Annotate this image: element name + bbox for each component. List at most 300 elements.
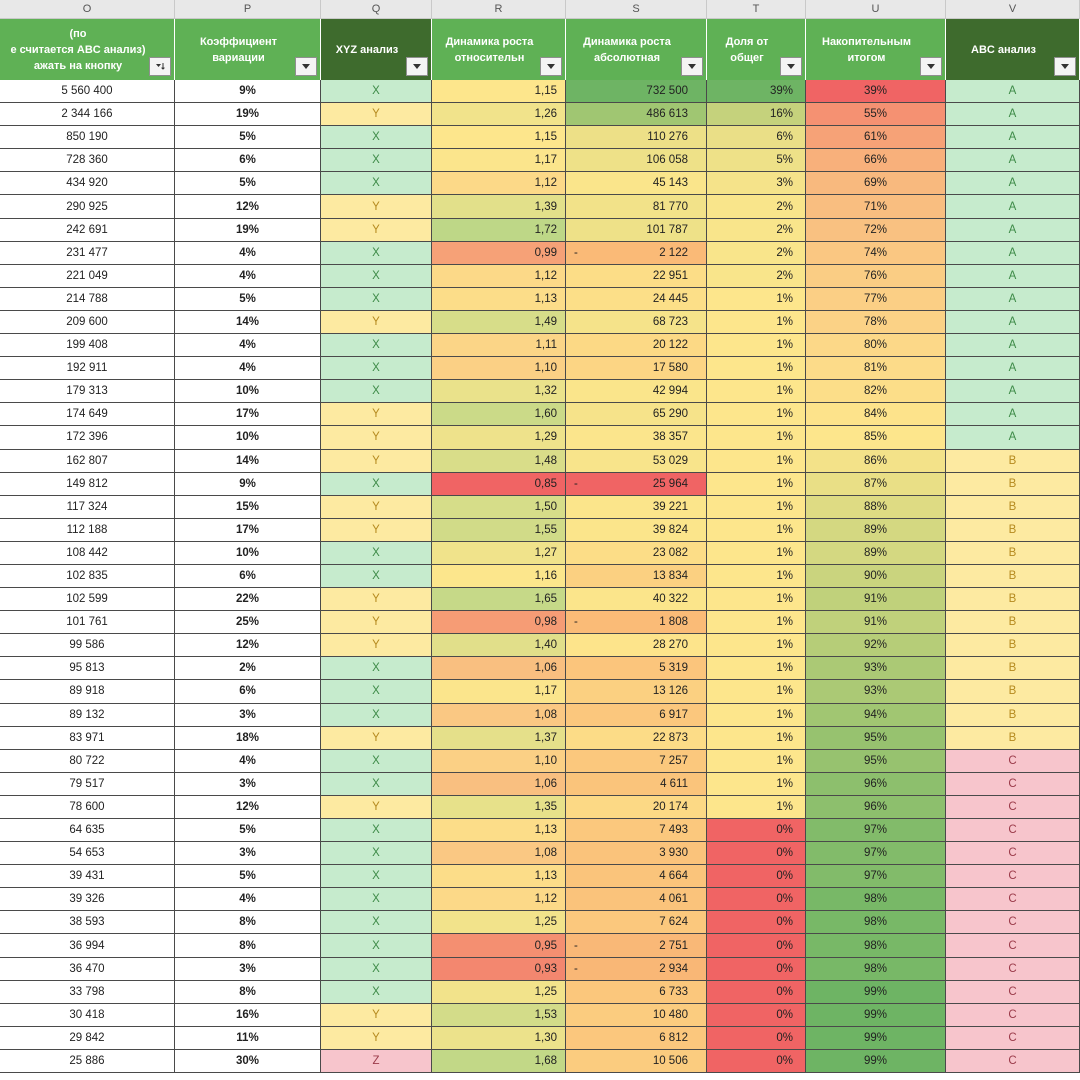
cell-xyz-class[interactable]: Z [321,1050,432,1072]
cell-share-of-total[interactable]: 0% [707,1004,806,1026]
cell-xyz-class[interactable]: X [321,242,432,264]
cell-abc-class[interactable]: A [946,288,1080,310]
cell-abc-class[interactable]: A [946,426,1080,448]
cell-abc-class[interactable]: A [946,311,1080,333]
cell-abc-class[interactable]: B [946,473,1080,495]
cell-xyz-class[interactable]: Y [321,519,432,541]
cell-growth-absolute[interactable] [566,565,707,587]
cell-cumulative-total[interactable]: 85% [806,426,946,448]
cell-cumulative-total[interactable]: 86% [806,450,946,472]
cell-total-value[interactable]: 89 918 [0,680,175,702]
column-letter-s[interactable]: S [566,0,707,18]
cell-cumulative-total[interactable]: 97% [806,842,946,864]
cell-variation-coefficient[interactable]: 15% [175,496,321,518]
cell-variation-coefficient[interactable]: 4% [175,242,321,264]
cell-share-of-total[interactable]: 2% [707,219,806,241]
cell-share-of-total[interactable]: 1% [707,750,806,772]
cell-growth-absolute[interactable] [566,80,707,102]
cell-share-of-total[interactable]: 39% [707,80,806,102]
cell-abc-class[interactable]: A [946,149,1080,171]
cell-total-value[interactable]: 214 788 [0,288,175,310]
cell-cumulative-total[interactable]: 96% [806,773,946,795]
cell-share-of-total[interactable]: 0% [707,842,806,864]
cell-total-value[interactable]: 95 813 [0,657,175,679]
cell-xyz-class[interactable]: X [321,126,432,148]
cell-total-value[interactable]: 36 994 [0,934,175,956]
cell-growth-absolute[interactable] [566,172,707,194]
cell-growth-relative[interactable]: 1,11 [432,334,566,356]
cell-variation-coefficient[interactable]: 3% [175,704,321,726]
cell-cumulative-total[interactable]: 55% [806,103,946,125]
cell-variation-coefficient[interactable]: 8% [175,981,321,1003]
cell-xyz-class[interactable]: X [321,773,432,795]
cell-growth-absolute[interactable] [566,634,707,656]
cell-abc-class[interactable]: B [946,704,1080,726]
cell-share-of-total[interactable]: 0% [707,911,806,933]
cell-xyz-class[interactable]: X [321,473,432,495]
cell-abc-class[interactable]: A [946,380,1080,402]
cell-xyz-class[interactable]: X [321,981,432,1003]
cell-cumulative-total[interactable]: 93% [806,657,946,679]
cell-growth-relative[interactable]: 1,08 [432,704,566,726]
cell-variation-coefficient[interactable]: 22% [175,588,321,610]
cell-variation-coefficient[interactable]: 4% [175,265,321,287]
cell-growth-relative[interactable]: 1,40 [432,634,566,656]
cell-xyz-class[interactable]: X [321,172,432,194]
cell-growth-absolute[interactable] [566,242,707,264]
cell-total-value[interactable]: 101 761 [0,611,175,633]
cell-share-of-total[interactable]: 1% [707,288,806,310]
cell-growth-absolute[interactable] [566,380,707,402]
cell-growth-relative[interactable]: 1,55 [432,519,566,541]
cell-abc-class[interactable]: B [946,680,1080,702]
cell-xyz-class[interactable]: X [321,888,432,910]
cell-growth-relative[interactable]: 1,68 [432,1050,566,1072]
cell-growth-relative[interactable]: 1,12 [432,172,566,194]
cell-growth-absolute[interactable] [566,311,707,333]
cell-growth-relative[interactable]: 1,60 [432,403,566,425]
cell-growth-relative[interactable]: 1,13 [432,288,566,310]
cell-xyz-class[interactable]: X [321,750,432,772]
cell-share-of-total[interactable]: 5% [707,149,806,171]
cell-growth-absolute[interactable] [566,888,707,910]
cell-share-of-total[interactable]: 2% [707,195,806,217]
cell-abc-class[interactable]: B [946,588,1080,610]
cell-xyz-class[interactable]: Y [321,1027,432,1049]
cell-total-value[interactable]: 33 798 [0,981,175,1003]
cell-variation-coefficient[interactable]: 16% [175,1004,321,1026]
cell-cumulative-total[interactable]: 98% [806,911,946,933]
cell-variation-coefficient[interactable]: 6% [175,680,321,702]
cell-total-value[interactable]: 5 560 400 [0,80,175,102]
cell-total-value[interactable]: 221 049 [0,265,175,287]
cell-xyz-class[interactable]: X [321,704,432,726]
cell-total-value[interactable]: 64 635 [0,819,175,841]
cell-xyz-class[interactable]: X [321,657,432,679]
cell-growth-absolute[interactable] [566,911,707,933]
cell-cumulative-total[interactable]: 80% [806,334,946,356]
cell-abc-class[interactable]: C [946,796,1080,818]
cell-cumulative-total[interactable]: 69% [806,172,946,194]
cell-variation-coefficient[interactable]: 3% [175,842,321,864]
cell-total-value[interactable]: 179 313 [0,380,175,402]
cell-growth-absolute[interactable] [566,334,707,356]
cell-cumulative-total[interactable]: 72% [806,219,946,241]
cell-xyz-class[interactable]: X [321,288,432,310]
cell-variation-coefficient[interactable]: 5% [175,288,321,310]
cell-variation-coefficient[interactable]: 2% [175,657,321,679]
cell-total-value[interactable]: 80 722 [0,750,175,772]
cell-variation-coefficient[interactable]: 5% [175,172,321,194]
cell-variation-coefficient[interactable]: 17% [175,403,321,425]
cell-total-value[interactable]: 79 517 [0,773,175,795]
cell-total-value[interactable]: 199 408 [0,334,175,356]
cell-growth-relative[interactable]: 1,06 [432,773,566,795]
cell-xyz-class[interactable]: X [321,542,432,564]
cell-abc-class[interactable]: C [946,865,1080,887]
cell-growth-relative[interactable]: 1,53 [432,1004,566,1026]
cell-growth-absolute[interactable] [566,450,707,472]
cell-cumulative-total[interactable]: 82% [806,380,946,402]
cell-total-value[interactable]: 39 326 [0,888,175,910]
cell-xyz-class[interactable]: Y [321,1004,432,1026]
cell-cumulative-total[interactable]: 99% [806,1027,946,1049]
cell-variation-coefficient[interactable]: 5% [175,819,321,841]
cell-share-of-total[interactable]: 1% [707,565,806,587]
cell-growth-relative[interactable]: 1,17 [432,149,566,171]
cell-total-value[interactable]: 112 188 [0,519,175,541]
cell-growth-absolute[interactable] [566,773,707,795]
cell-total-value[interactable]: 38 593 [0,911,175,933]
cell-abc-class[interactable]: A [946,80,1080,102]
cell-abc-class[interactable]: A [946,103,1080,125]
cell-growth-relative[interactable]: 1,25 [432,911,566,933]
cell-variation-coefficient[interactable]: 11% [175,1027,321,1049]
cell-growth-relative[interactable]: 1,37 [432,727,566,749]
cell-growth-relative[interactable]: 1,35 [432,796,566,818]
cell-variation-coefficient[interactable]: 9% [175,473,321,495]
cell-growth-relative[interactable]: 1,50 [432,496,566,518]
cell-growth-relative[interactable]: 1,65 [432,588,566,610]
cell-abc-class[interactable]: C [946,1004,1080,1026]
cell-xyz-class[interactable]: Y [321,634,432,656]
cell-growth-absolute[interactable] [566,1050,707,1072]
cell-share-of-total[interactable]: 0% [707,934,806,956]
cell-share-of-total[interactable]: 1% [707,519,806,541]
cell-growth-relative[interactable]: 1,08 [432,842,566,864]
cell-growth-relative[interactable]: 0,99 [432,242,566,264]
cell-total-value[interactable]: 102 835 [0,565,175,587]
cell-cumulative-total[interactable]: 98% [806,888,946,910]
cell-share-of-total[interactable]: 1% [707,450,806,472]
filter-dropdown-button[interactable] [295,57,317,76]
cell-variation-coefficient[interactable]: 12% [175,195,321,217]
cell-total-value[interactable]: 99 586 [0,634,175,656]
cell-growth-relative[interactable]: 1,06 [432,657,566,679]
cell-variation-coefficient[interactable]: 12% [175,796,321,818]
cell-growth-relative[interactable]: 1,13 [432,865,566,887]
cell-variation-coefficient[interactable]: 14% [175,311,321,333]
cell-total-value[interactable]: 108 442 [0,542,175,564]
cell-xyz-class[interactable]: X [321,819,432,841]
cell-cumulative-total[interactable]: 91% [806,611,946,633]
cell-abc-class[interactable]: C [946,888,1080,910]
cell-cumulative-total[interactable]: 39% [806,80,946,102]
cell-share-of-total[interactable]: 0% [707,888,806,910]
cell-variation-coefficient[interactable]: 3% [175,773,321,795]
cell-share-of-total[interactable]: 1% [707,357,806,379]
cell-abc-class[interactable]: C [946,1050,1080,1072]
cell-xyz-class[interactable]: X [321,865,432,887]
cell-xyz-class[interactable]: Y [321,727,432,749]
cell-share-of-total[interactable]: 1% [707,588,806,610]
cell-growth-relative[interactable]: 0,93 [432,958,566,980]
cell-total-value[interactable]: 209 600 [0,311,175,333]
cell-xyz-class[interactable]: X [321,842,432,864]
cell-cumulative-total[interactable]: 93% [806,680,946,702]
cell-variation-coefficient[interactable]: 12% [175,634,321,656]
cell-xyz-class[interactable]: X [321,149,432,171]
cell-abc-class[interactable]: B [946,565,1080,587]
cell-variation-coefficient[interactable]: 6% [175,149,321,171]
cell-share-of-total[interactable]: 1% [707,657,806,679]
cell-abc-class[interactable]: B [946,727,1080,749]
cell-share-of-total[interactable]: 0% [707,1050,806,1072]
cell-cumulative-total[interactable]: 66% [806,149,946,171]
cell-total-value[interactable]: 850 190 [0,126,175,148]
cell-xyz-class[interactable]: X [321,380,432,402]
cell-xyz-class[interactable]: Y [321,426,432,448]
cell-total-value[interactable]: 117 324 [0,496,175,518]
cell-share-of-total[interactable]: 2% [707,242,806,264]
cell-growth-absolute[interactable] [566,704,707,726]
cell-share-of-total[interactable]: 16% [707,103,806,125]
filter-dropdown-button[interactable] [780,57,802,76]
cell-share-of-total[interactable]: 6% [707,126,806,148]
cell-growth-absolute[interactable] [566,958,707,980]
cell-total-value[interactable]: 162 807 [0,450,175,472]
cell-cumulative-total[interactable]: 90% [806,565,946,587]
filter-dropdown-button[interactable] [920,57,942,76]
cell-cumulative-total[interactable]: 97% [806,819,946,841]
cell-cumulative-total[interactable]: 99% [806,981,946,1003]
cell-total-value[interactable]: 39 431 [0,865,175,887]
cell-total-value[interactable]: 78 600 [0,796,175,818]
cell-share-of-total[interactable]: 0% [707,865,806,887]
cell-variation-coefficient[interactable]: 19% [175,219,321,241]
cell-variation-coefficient[interactable]: 4% [175,888,321,910]
cell-xyz-class[interactable]: X [321,565,432,587]
filter-dropdown-button[interactable] [406,57,428,76]
cell-cumulative-total[interactable]: 76% [806,265,946,287]
cell-variation-coefficient[interactable]: 3% [175,958,321,980]
cell-growth-absolute[interactable] [566,611,707,633]
cell-growth-relative[interactable]: 1,26 [432,103,566,125]
cell-abc-class[interactable]: A [946,334,1080,356]
cell-growth-relative[interactable]: 1,12 [432,265,566,287]
column-letter-u[interactable]: U [806,0,946,18]
cell-abc-class[interactable]: C [946,842,1080,864]
cell-xyz-class[interactable]: Y [321,219,432,241]
column-letter-o[interactable]: O [0,0,175,18]
cell-abc-class[interactable]: A [946,403,1080,425]
cell-total-value[interactable]: 30 418 [0,1004,175,1026]
cell-cumulative-total[interactable]: 96% [806,796,946,818]
cell-growth-absolute[interactable] [566,588,707,610]
cell-cumulative-total[interactable]: 71% [806,195,946,217]
cell-share-of-total[interactable]: 1% [707,611,806,633]
cell-xyz-class[interactable]: X [321,958,432,980]
cell-total-value[interactable]: 89 132 [0,704,175,726]
cell-total-value[interactable]: 54 653 [0,842,175,864]
cell-cumulative-total[interactable]: 95% [806,750,946,772]
cell-total-value[interactable]: 83 971 [0,727,175,749]
cell-abc-class[interactable]: B [946,657,1080,679]
cell-cumulative-total[interactable]: 89% [806,519,946,541]
cell-cumulative-total[interactable]: 77% [806,288,946,310]
cell-cumulative-total[interactable]: 99% [806,1050,946,1072]
cell-total-value[interactable]: 36 470 [0,958,175,980]
cell-growth-absolute[interactable] [566,103,707,125]
filter-dropdown-button[interactable] [540,57,562,76]
cell-growth-relative[interactable]: 1,27 [432,542,566,564]
cell-growth-relative[interactable]: 1,49 [432,311,566,333]
cell-variation-coefficient[interactable]: 5% [175,865,321,887]
cell-growth-absolute[interactable] [566,750,707,772]
cell-growth-absolute[interactable] [566,727,707,749]
cell-growth-absolute[interactable] [566,796,707,818]
cell-total-value[interactable]: 290 925 [0,195,175,217]
cell-total-value[interactable]: 2 344 166 [0,103,175,125]
cell-abc-class[interactable]: B [946,611,1080,633]
cell-abc-class[interactable]: C [946,958,1080,980]
cell-growth-relative[interactable]: 1,13 [432,819,566,841]
cell-abc-class[interactable]: B [946,519,1080,541]
cell-cumulative-total[interactable]: 88% [806,496,946,518]
cell-abc-class[interactable]: A [946,126,1080,148]
cell-growth-relative[interactable]: 1,15 [432,80,566,102]
cell-total-value[interactable]: 434 920 [0,172,175,194]
cell-share-of-total[interactable]: 1% [707,542,806,564]
column-letter-q[interactable]: Q [321,0,432,18]
cell-growth-relative[interactable]: 1,48 [432,450,566,472]
cell-total-value[interactable]: 728 360 [0,149,175,171]
cell-share-of-total[interactable]: 1% [707,704,806,726]
cell-xyz-class[interactable]: X [321,334,432,356]
cell-cumulative-total[interactable]: 98% [806,934,946,956]
cell-growth-absolute[interactable] [566,981,707,1003]
cell-xyz-class[interactable]: X [321,265,432,287]
column-letter-r[interactable]: R [432,0,566,18]
cell-variation-coefficient[interactable]: 5% [175,126,321,148]
cell-variation-coefficient[interactable]: 10% [175,426,321,448]
cell-growth-relative[interactable]: 1,72 [432,219,566,241]
cell-total-value[interactable]: 174 649 [0,403,175,425]
cell-xyz-class[interactable]: Y [321,496,432,518]
cell-total-value[interactable]: 149 812 [0,473,175,495]
cell-growth-relative[interactable]: 1,29 [432,426,566,448]
cell-share-of-total[interactable]: 1% [707,380,806,402]
cell-abc-class[interactable]: A [946,242,1080,264]
cell-growth-relative[interactable]: 1,15 [432,126,566,148]
cell-variation-coefficient[interactable]: 9% [175,80,321,102]
cell-variation-coefficient[interactable]: 18% [175,727,321,749]
cell-variation-coefficient[interactable]: 14% [175,450,321,472]
cell-growth-absolute[interactable] [566,934,707,956]
cell-variation-coefficient[interactable]: 8% [175,934,321,956]
cell-growth-absolute[interactable] [566,1027,707,1049]
cell-growth-relative[interactable]: 1,16 [432,565,566,587]
cell-growth-relative[interactable]: 1,12 [432,888,566,910]
cell-abc-class[interactable]: C [946,934,1080,956]
cell-abc-class[interactable]: C [946,819,1080,841]
cell-cumulative-total[interactable]: 98% [806,958,946,980]
cell-variation-coefficient[interactable]: 30% [175,1050,321,1072]
cell-abc-class[interactable]: B [946,634,1080,656]
cell-share-of-total[interactable]: 1% [707,311,806,333]
column-letter-t[interactable]: T [707,0,806,18]
cell-share-of-total[interactable]: 1% [707,403,806,425]
cell-growth-absolute[interactable] [566,403,707,425]
cell-share-of-total[interactable]: 2% [707,265,806,287]
cell-share-of-total[interactable]: 0% [707,981,806,1003]
filter-dropdown-button[interactable] [149,57,171,76]
cell-xyz-class[interactable]: Y [321,611,432,633]
cell-abc-class[interactable]: A [946,219,1080,241]
cell-total-value[interactable]: 102 599 [0,588,175,610]
cell-cumulative-total[interactable]: 61% [806,126,946,148]
cell-abc-class[interactable]: C [946,1027,1080,1049]
cell-growth-relative[interactable]: 0,98 [432,611,566,633]
cell-variation-coefficient[interactable]: 4% [175,357,321,379]
cell-share-of-total[interactable]: 1% [707,727,806,749]
cell-cumulative-total[interactable]: 74% [806,242,946,264]
cell-xyz-class[interactable]: X [321,680,432,702]
cell-growth-relative[interactable]: 0,85 [432,473,566,495]
cell-share-of-total[interactable]: 1% [707,473,806,495]
cell-growth-relative[interactable]: 1,17 [432,680,566,702]
cell-cumulative-total[interactable]: 92% [806,634,946,656]
cell-xyz-class[interactable]: Y [321,195,432,217]
cell-share-of-total[interactable]: 1% [707,680,806,702]
cell-variation-coefficient[interactable]: 10% [175,542,321,564]
cell-xyz-class[interactable]: X [321,357,432,379]
cell-variation-coefficient[interactable]: 25% [175,611,321,633]
cell-growth-absolute[interactable] [566,357,707,379]
cell-abc-class[interactable]: C [946,773,1080,795]
cell-growth-absolute[interactable] [566,496,707,518]
cell-variation-coefficient[interactable]: 19% [175,103,321,125]
cell-share-of-total[interactable]: 0% [707,1027,806,1049]
column-letter-p[interactable]: P [175,0,321,18]
cell-total-value[interactable]: 25 886 [0,1050,175,1072]
cell-growth-relative[interactable]: 1,10 [432,357,566,379]
cell-xyz-class[interactable]: Y [321,588,432,610]
cell-share-of-total[interactable]: 1% [707,773,806,795]
cell-growth-relative[interactable]: 1,10 [432,750,566,772]
cell-variation-coefficient[interactable]: 10% [175,380,321,402]
cell-growth-absolute[interactable] [566,657,707,679]
cell-growth-absolute[interactable] [566,819,707,841]
cell-total-value[interactable]: 231 477 [0,242,175,264]
cell-cumulative-total[interactable]: 91% [806,588,946,610]
cell-variation-coefficient[interactable]: 4% [175,334,321,356]
cell-share-of-total[interactable]: 3% [707,172,806,194]
cell-total-value[interactable]: 172 396 [0,426,175,448]
cell-variation-coefficient[interactable]: 6% [175,565,321,587]
cell-growth-absolute[interactable] [566,265,707,287]
cell-growth-absolute[interactable] [566,865,707,887]
